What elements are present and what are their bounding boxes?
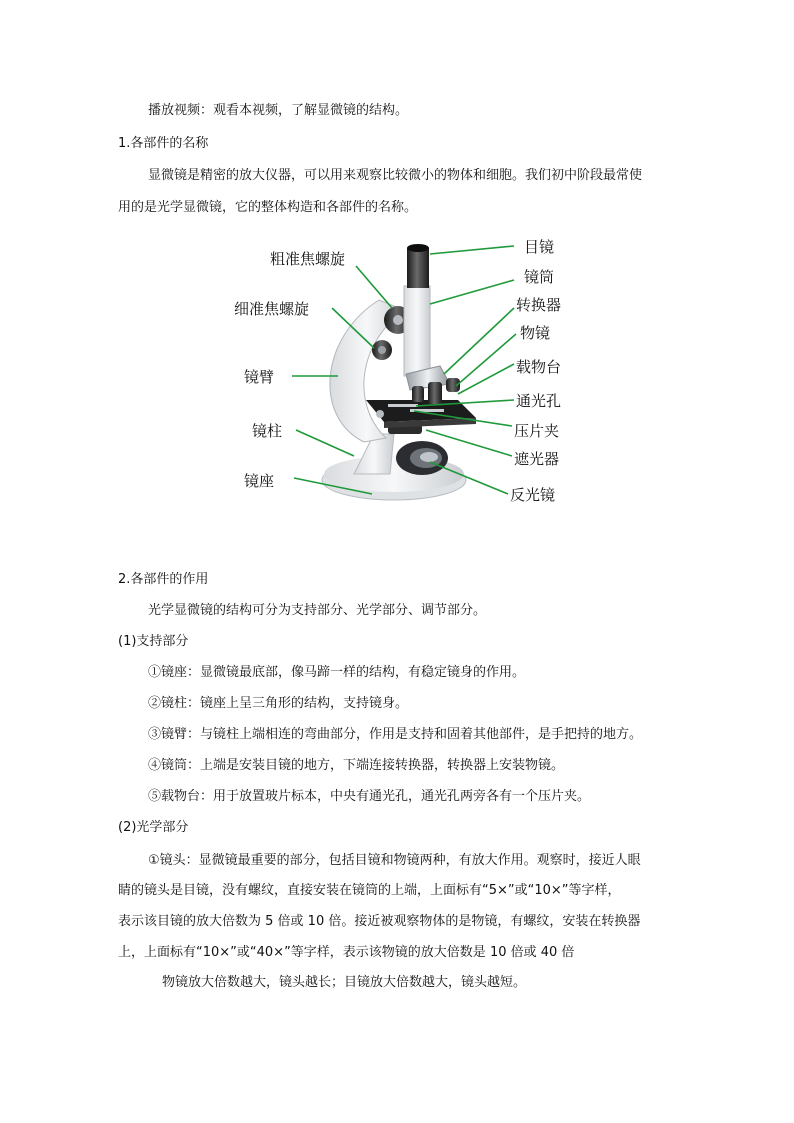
support-item-1: ①镜座：显微镜最底部，像马蹄一样的结构，有稳定镜身的作用。 [148, 665, 526, 680]
section2-intro: 光学显微镜的结构可分为支持部分、光学部分、调节部分。 [148, 603, 487, 618]
support-heading: (1)支持部分 [118, 634, 189, 649]
label-clip: 压片夹 [514, 422, 560, 440]
label-stage: 载物台 [516, 358, 562, 376]
optics-line-3: 表示该目镜的放大倍数为 5 倍或 10 倍。接近被观察物体的是物镜，有螺纹，安装在转换器 [118, 914, 641, 929]
section1-para-line2: 用的是光学显微镜，它的整体构造和各部件的名称。 [118, 200, 418, 215]
eyepiece-shape [407, 244, 429, 288]
optics-note: 物镜放大倍数越大，镜头越长；目镜放大倍数越大，镜头越短。 [162, 975, 527, 990]
label-fine-focus: 细准焦螺旋 [234, 300, 310, 318]
label-objective: 物镜 [520, 324, 551, 342]
optics-heading: (2)光学部分 [118, 820, 189, 835]
optics-line-4: 上，上面标有“10×”或“40×”等字样，表示该物镜的放大倍数是 10 倍或 40 倍 [118, 945, 575, 960]
label-base: 镜座 [244, 472, 275, 490]
label-diaphragm: 遮光器 [514, 450, 560, 468]
section2-heading: 2.各部件的作用 [118, 572, 209, 587]
label-eyepiece: 目镜 [524, 238, 555, 256]
support-item-3: ③镜臂：与镜柱上端相连的弯曲部分，作用是支持和固着其他部件，是手把持的地方。 [148, 727, 643, 742]
microscope-figure [204, 228, 590, 516]
optics-line-2: 睛的镜头是目镜，没有螺纹，直接安装在镜筒的上端，上面标有“5×”或“10×”等字样， [118, 883, 621, 898]
label-pillar: 镜柱 [252, 422, 283, 440]
mirror-shape [396, 441, 448, 475]
label-aperture: 通光孔 [516, 392, 562, 410]
label-arm: 镜臂 [244, 368, 275, 386]
section1-heading: 1.各部件的名称 [118, 136, 209, 151]
label-tube: 镜筒 [524, 268, 555, 286]
label-coarse-focus: 粗准焦螺旋 [270, 250, 346, 268]
intro-text: 播放视频：观看本视频，了解显微镜的结构。 [148, 103, 409, 118]
support-item-5: ⑤载物台：用于放置玻片标本，中央有通光孔，通光孔两旁各有一个压片夹。 [148, 789, 591, 804]
stage-shape [366, 400, 476, 428]
microscope-diagram [204, 228, 590, 516]
label-mirror: 反光镜 [510, 486, 556, 504]
fine-focus-shape [372, 340, 392, 360]
label-converter: 转换器 [516, 296, 562, 314]
tube-shape [404, 286, 430, 376]
optics-line-1: ①镜头：显微镜最重要的部分，包括目镜和物镜两种，有放大作用。观察时，接近人眼 [148, 853, 641, 868]
support-item-4: ④镜筒：上端是安装目镜的地方，下端连接转换器，转换器上安装物镜。 [148, 758, 565, 773]
support-item-2: ②镜柱：镜座上呈三角形的结构，支持镜身。 [148, 696, 409, 711]
section1-para-line1: 显微镜是精密的放大仪器，可以用来观察比较微小的物体和细胞。我们初中阶段最常使 [148, 168, 643, 183]
